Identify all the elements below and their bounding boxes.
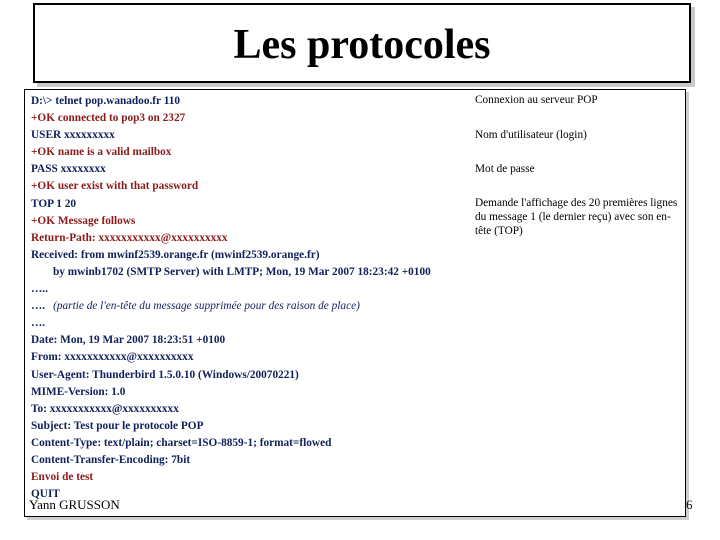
session-line-text: USER xxxxxxxxx (31, 129, 115, 142)
session-line (31, 469, 471, 486)
session-line (31, 435, 471, 452)
note-user: Nom d'utilisateur (login) (475, 129, 587, 141)
pop-session-transcript (31, 93, 471, 503)
session-line (31, 178, 471, 195)
session-line (31, 93, 471, 110)
note-top: Demande l'affichage des 20 premières lignes du message 1 (le dernier reçu) avec son en-tête (TOP) (475, 197, 678, 237)
session-line (31, 213, 471, 230)
session-line-text: To: xxxxxxxxxxx@xxxxxxxxxx (31, 402, 179, 415)
session-line-text: …. (31, 300, 46, 313)
session-line (31, 452, 471, 469)
session-line (31, 418, 471, 435)
session-line-text: User-Agent: Thunderbird 1.5.0.10 (Windows/20070221) (31, 368, 299, 381)
session-line-text: Subject: Test pour le protocole POP (31, 419, 204, 432)
session-line (31, 247, 471, 264)
session-line-text: Envoi de test (31, 471, 94, 484)
session-line (31, 230, 471, 247)
title-box (33, 3, 691, 83)
session-line-text: by mwinb1702 (SMTP Server) with LMTP; Mon, 19 Mar 2007 18:23:42 +0100 (53, 265, 431, 278)
session-line-text: +OK user exist with that password (31, 180, 199, 193)
session-line (31, 315, 471, 332)
session-line-text: TOP 1 20 (31, 197, 76, 210)
session-line (31, 264, 471, 281)
session-line-text: MIME-Version: 1.0 (31, 385, 126, 398)
session-line (31, 144, 471, 161)
session-line-text: QUIT (31, 488, 60, 501)
session-line-text: Content-Transfer-Encoding: 7bit (31, 453, 191, 466)
session-line (31, 127, 471, 144)
slide-title: Les protocoles (233, 22, 491, 68)
session-line-text: +OK name is a valid mailbox (31, 146, 172, 159)
session-line-note: (partie de l'en-tête du message supprimée pour des raison de place) (53, 300, 360, 313)
footer-page-number: 6 (686, 497, 693, 512)
session-line (31, 401, 471, 418)
session-line (31, 298, 471, 315)
session-line-text: Content-Type: text/plain; charset=ISO-8859-1; format=flowed (31, 436, 332, 449)
session-line-text: …. (31, 317, 46, 330)
session-line (31, 161, 471, 178)
session-line-text: D:\> telnet pop.wanadoo.fr 110 (31, 95, 181, 107)
session-line (31, 332, 471, 349)
session-line-text: PASS xxxxxxxx (31, 163, 106, 176)
session-line (31, 384, 471, 401)
session-line-text: +OK connected to pop3 on 2327 (31, 112, 186, 125)
session-line (31, 281, 471, 298)
session-line-text: From: xxxxxxxxxxx@xxxxxxxxxx (31, 351, 194, 364)
session-line (31, 196, 471, 213)
session-line-text: Date: Mon, 19 Mar 2007 18:23:51 +0100 (31, 334, 226, 347)
session-line (31, 110, 471, 127)
session-line-text: ….. (31, 283, 48, 296)
session-line-text: Return-Path: xxxxxxxxxxx@xxxxxxxxxx (31, 231, 228, 244)
note-connect: Connexion au serveur POP (475, 94, 598, 106)
note-password: Mot de passe (475, 163, 535, 175)
session-line (31, 349, 471, 366)
session-line-text: Received: from mwinf2539.orange.fr (mwinf2539.orange.fr) (31, 248, 320, 261)
footer-author: Yann GRUSSON (29, 497, 120, 512)
session-line-text: +OK Message follows (31, 214, 136, 227)
session-line (31, 367, 471, 384)
